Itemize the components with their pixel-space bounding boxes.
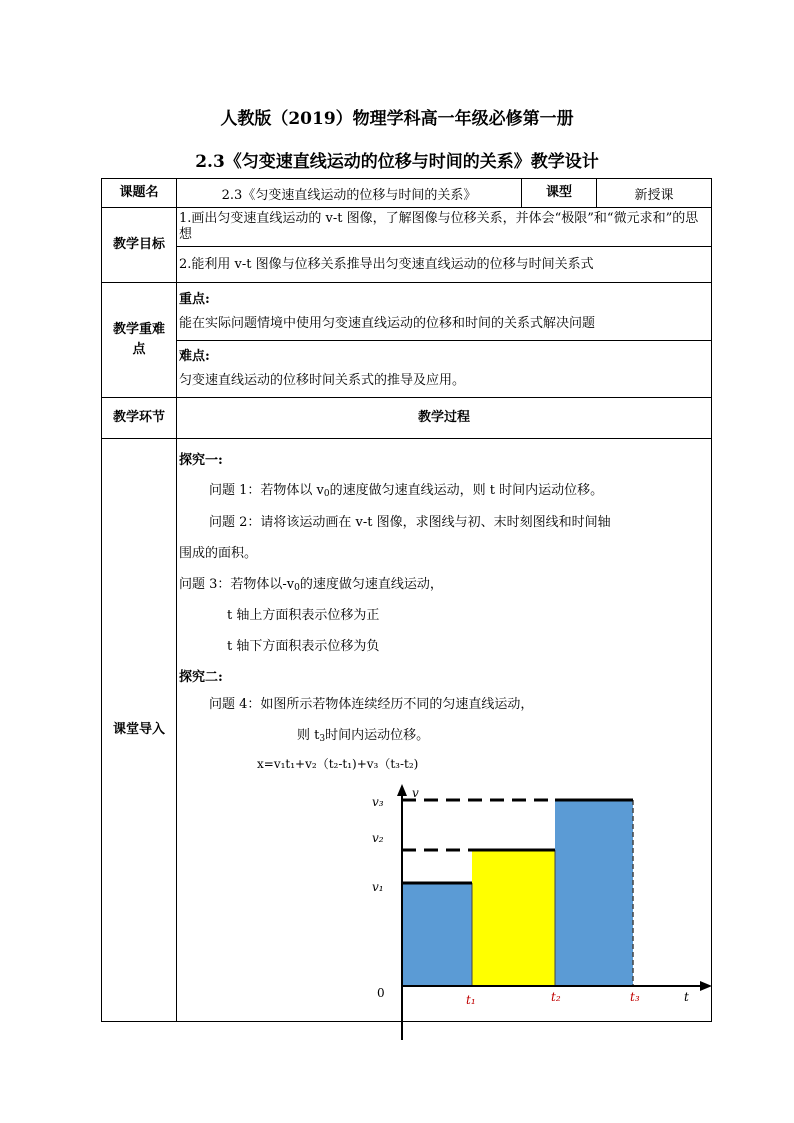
t1-label: t₁ — [466, 993, 476, 1007]
question-4-line1: 问题 4：如图所示若物体连续经历不同的匀速直线运动， — [209, 697, 534, 712]
explore2-heading: 探究二: — [179, 670, 223, 685]
origin-label: 0 — [377, 986, 385, 1000]
key-point-heading: 重点: — [179, 291, 210, 307]
question-1: 问题 1：若物体以 $v_0$的速度做匀速直线运动，则 t 时间内运动位移。 — [209, 483, 604, 499]
intro-label: 课堂导入 — [102, 439, 177, 1022]
key-point-cell — [177, 283, 712, 341]
difficult-point-heading: 难点: — [179, 349, 210, 364]
question-4-line2: 则 $t_3$时间内运动位移。 — [297, 728, 430, 744]
v3-label: v₃ — [372, 795, 384, 809]
v1-label: v₁ — [372, 880, 384, 894]
t-axis-label: t — [684, 990, 689, 1004]
process-label: 教学过程 — [177, 398, 712, 439]
question-3-positive: t 轴上方面积表示位移为正 — [227, 608, 380, 623]
process-body — [177, 439, 712, 1022]
difficult-point-text: 匀变速直线运动的位移时间关系式的推导及应用。 — [179, 373, 466, 388]
v2-label: v₂ — [372, 831, 384, 845]
stage-label: 教学环节 — [102, 398, 177, 439]
doc-title-line1: 人教版（2019）物理学科高一年级必修第一册 — [220, 109, 574, 129]
topic-value: 2.3《匀变速直线运动的位移与时间的关系》 — [177, 179, 522, 208]
v-axis-label: v — [412, 786, 419, 800]
lesson-plan-table — [101, 178, 712, 1022]
goal-1: 1.画出匀变速直线运动的 v-t 图像，了解图像与位移关系，并体会“极限”和“微元求和”的思想 — [177, 208, 712, 247]
topic-label: 课题名 — [102, 179, 177, 208]
question-2-line1: 问题 2：请将该运动画在 v-t 图像，求图线与初、末时刻图线和时间轴 — [209, 515, 611, 530]
goals-label: 教学目标 — [102, 208, 177, 283]
lesson-type-label: 课型 — [522, 179, 597, 208]
key-point-text: 能在实际问题情境中使用匀变速直线运动的位移和时间的关系式解决问题 — [179, 315, 596, 331]
doc-title-line2: 2.3《匀变速直线运动的位移与时间的关系》教学设计 — [195, 152, 599, 172]
t3-label: t₃ — [630, 990, 640, 1004]
difficult-point-cell — [177, 341, 712, 398]
displacement-formula: x=v₁t₁+v₂（t₂-t₁)+v₃（t₃-t₂) — [257, 757, 419, 771]
t2-label: t₂ — [551, 990, 561, 1004]
goal-2: 2.能利用 v-t 图像与位移关系推导出匀变速直线运动的位移与时间关系式 — [177, 247, 712, 283]
question-2-line2: 围成的面积。 — [179, 546, 258, 561]
question-3-negative: t 轴下方面积表示位移为负 — [227, 639, 380, 654]
lesson-type-value: 新授课 — [597, 179, 712, 208]
keypoints-label: 教学重难点 — [102, 283, 177, 398]
question-3: 问题 3：若物体以$-v_0$的速度做匀速直线运动， — [179, 577, 443, 593]
explore1-heading: 探究一: — [179, 453, 223, 468]
